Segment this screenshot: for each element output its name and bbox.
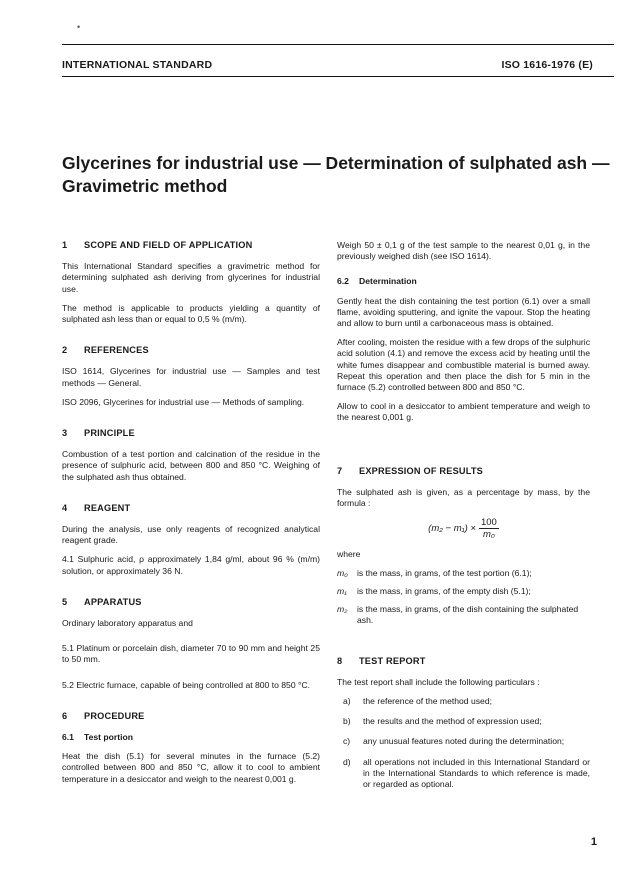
document-title: Glycerines for industrial use — Determination of sulphated ash — Gravimetric method xyxy=(62,153,610,196)
paragraph: Weigh 50 ± 0,1 g of the test sample to the nearest 0,01 g, in the previously weighed dish (see ISO 1614). xyxy=(337,240,590,262)
left-column xyxy=(62,240,320,793)
list-marker: d) xyxy=(343,756,351,767)
list-item xyxy=(337,696,590,707)
section-heading-principle xyxy=(62,428,320,439)
section-title: REFERENCES xyxy=(84,345,149,356)
list-text: the results and the method of expression used; xyxy=(363,716,542,727)
standard-type-label: INTERNATIONAL STANDARD xyxy=(62,59,213,71)
section-number: 7 xyxy=(337,465,343,476)
section-title: SCOPE AND FIELD OF APPLICATION xyxy=(84,240,253,250)
section-number: 8 xyxy=(337,655,343,666)
section-title: PRINCIPLE xyxy=(84,428,135,439)
list-item xyxy=(337,757,590,791)
formula-term: (m₂ − m₁) × xyxy=(428,523,476,535)
list-text: all operations not included in this International Standard or in the International Standards to which reference is made, or regarded as optional. xyxy=(363,756,590,790)
variable-symbol: m₂ xyxy=(337,604,348,615)
reference-iso-2096: ISO 2096, Glycerines for industrial use — Methods of sampling. xyxy=(62,396,305,407)
page-number: 1 xyxy=(590,836,597,848)
section-title: EXPRESSION OF RESULTS xyxy=(359,465,483,476)
top-rule xyxy=(62,44,614,45)
apparatus-item-5-1: 5.1 Platinum or porcelain dish, diameter 70 to 90 mm and height 25 to 50 mm. xyxy=(62,643,320,665)
subsection-number: 6.2 xyxy=(337,276,349,287)
paragraph: The sulphated ash is given, as a percentage by mass, by the formula : xyxy=(337,486,590,509)
paragraph: Allow to cool in a desiccator to ambient temperature and weigh to the nearest 0,001 g. xyxy=(337,401,590,423)
list-item xyxy=(337,736,590,747)
paragraph: This International Standard specifies a gravimetric method for determining sulphated ash deriving from glycerines for industrial use. xyxy=(62,261,320,294)
section-heading-test-report xyxy=(337,656,590,667)
standard-number: ISO 1616-1976 (E) xyxy=(501,59,593,71)
section-number: 3 xyxy=(62,428,68,439)
variable-description: is the mass, in grams, of the dish containing the sulphated ash. xyxy=(357,604,579,626)
formula-denominator: m₀ xyxy=(482,529,495,541)
header-rule xyxy=(62,76,614,77)
subsection-title: Determination xyxy=(359,276,417,287)
variable-definition-m0 xyxy=(337,568,590,579)
list-text: the reference of the method used; xyxy=(363,696,492,707)
reagent-item-4-1: 4.1 Sulphuric acid, ρ approximately 1,84 g/ml, about 96 % (m/m) solution, or approximately 36 N. xyxy=(62,554,320,576)
list-marker: b) xyxy=(343,716,351,727)
section-heading-reagent xyxy=(62,503,320,514)
variable-description: is the mass, in grams, of the empty dish (5.1); xyxy=(357,586,531,597)
section-number: 2 xyxy=(62,345,68,356)
section-heading-scope xyxy=(62,240,320,251)
formula-fraction xyxy=(479,517,499,540)
section-title: REAGENT xyxy=(84,502,131,513)
sulphated-ash-formula xyxy=(337,517,590,540)
paragraph: Heat the dish (5.1) for several minutes in the furnace (5.2) controlled between 800 and 850 °C, allow it to cool to ambient temperature in a desiccator and weigh to the nearest 0,001 g. xyxy=(62,751,320,784)
paragraph: Gently heat the dish containing the test portion (6.1) over a small flame, avoiding sputtering, and ignite the vapour. Stop the heating and allow to burn until a carbonaceous mass is obtained. xyxy=(337,295,590,329)
scan-mark: • xyxy=(77,22,81,32)
section-number: 4 xyxy=(62,502,68,513)
section-title: APPARATUS xyxy=(84,596,142,607)
variable-description: is the mass, in grams, of the test portion (6.1); xyxy=(357,567,532,578)
section-title: TEST REPORT xyxy=(359,655,426,666)
apparatus-item-5-2: 5.2 Electric furnace, capable of being controlled at 800 to 850 °C. xyxy=(62,679,311,690)
paragraph: During the analysis, use only reagents of recognized analytical reagent grade. xyxy=(62,524,320,546)
section-number: 6 xyxy=(62,710,68,721)
subsection-number: 6.1 xyxy=(62,732,74,743)
list-item xyxy=(337,716,590,727)
subsection-title: Test portion xyxy=(84,732,134,743)
where-label: where xyxy=(337,548,361,559)
variable-definition-m2 xyxy=(337,604,590,626)
list-marker: a) xyxy=(343,696,351,707)
formula-numerator: 100 xyxy=(480,517,497,529)
right-column xyxy=(337,240,590,799)
paragraph: After cooling, moisten the residue with a few drops of the sulphuric acid solution (4.1) and remove the excess acid by heating until the white fumes disappear and combustible material is burned away. Repeat this operation and then place the dish for 5 min in the furnace (5.2) controlled between 800 and 850 °C. xyxy=(337,337,590,393)
section-heading-references xyxy=(62,345,320,356)
section-heading-procedure xyxy=(62,711,320,722)
variable-symbol: m₀ xyxy=(337,567,348,578)
section-number: 1 xyxy=(62,240,68,250)
section-title: PROCEDURE xyxy=(84,710,145,721)
variable-definition-m1 xyxy=(337,586,590,597)
paragraph: Combustion of a test portion and calcination of the residue in the presence of sulphuric acid, between 800 and 850 °C. Weighing of the sulphated ash thus obtained. xyxy=(62,449,320,482)
section-heading-expression-of-results xyxy=(337,466,590,477)
list-text: any unusual features noted during the determination; xyxy=(363,736,565,747)
paragraph: Ordinary laboratory apparatus and xyxy=(62,618,193,629)
reference-iso-1614: ISO 1614, Glycerines for industrial use — Samples and test methods — General. xyxy=(62,366,320,388)
section-number: 5 xyxy=(62,596,68,607)
section-heading-apparatus xyxy=(62,597,320,608)
paragraph: The method is applicable to products yielding a quantity of sulphated ash less than or equal to 0,5 % (m/m). xyxy=(62,302,320,325)
variable-symbol: m₁ xyxy=(337,586,347,597)
paragraph: The test report shall include the following particulars : xyxy=(337,676,540,687)
list-marker: c) xyxy=(343,736,351,747)
subsection-heading-determination xyxy=(337,276,590,287)
subsection-heading-test-portion xyxy=(62,732,320,743)
